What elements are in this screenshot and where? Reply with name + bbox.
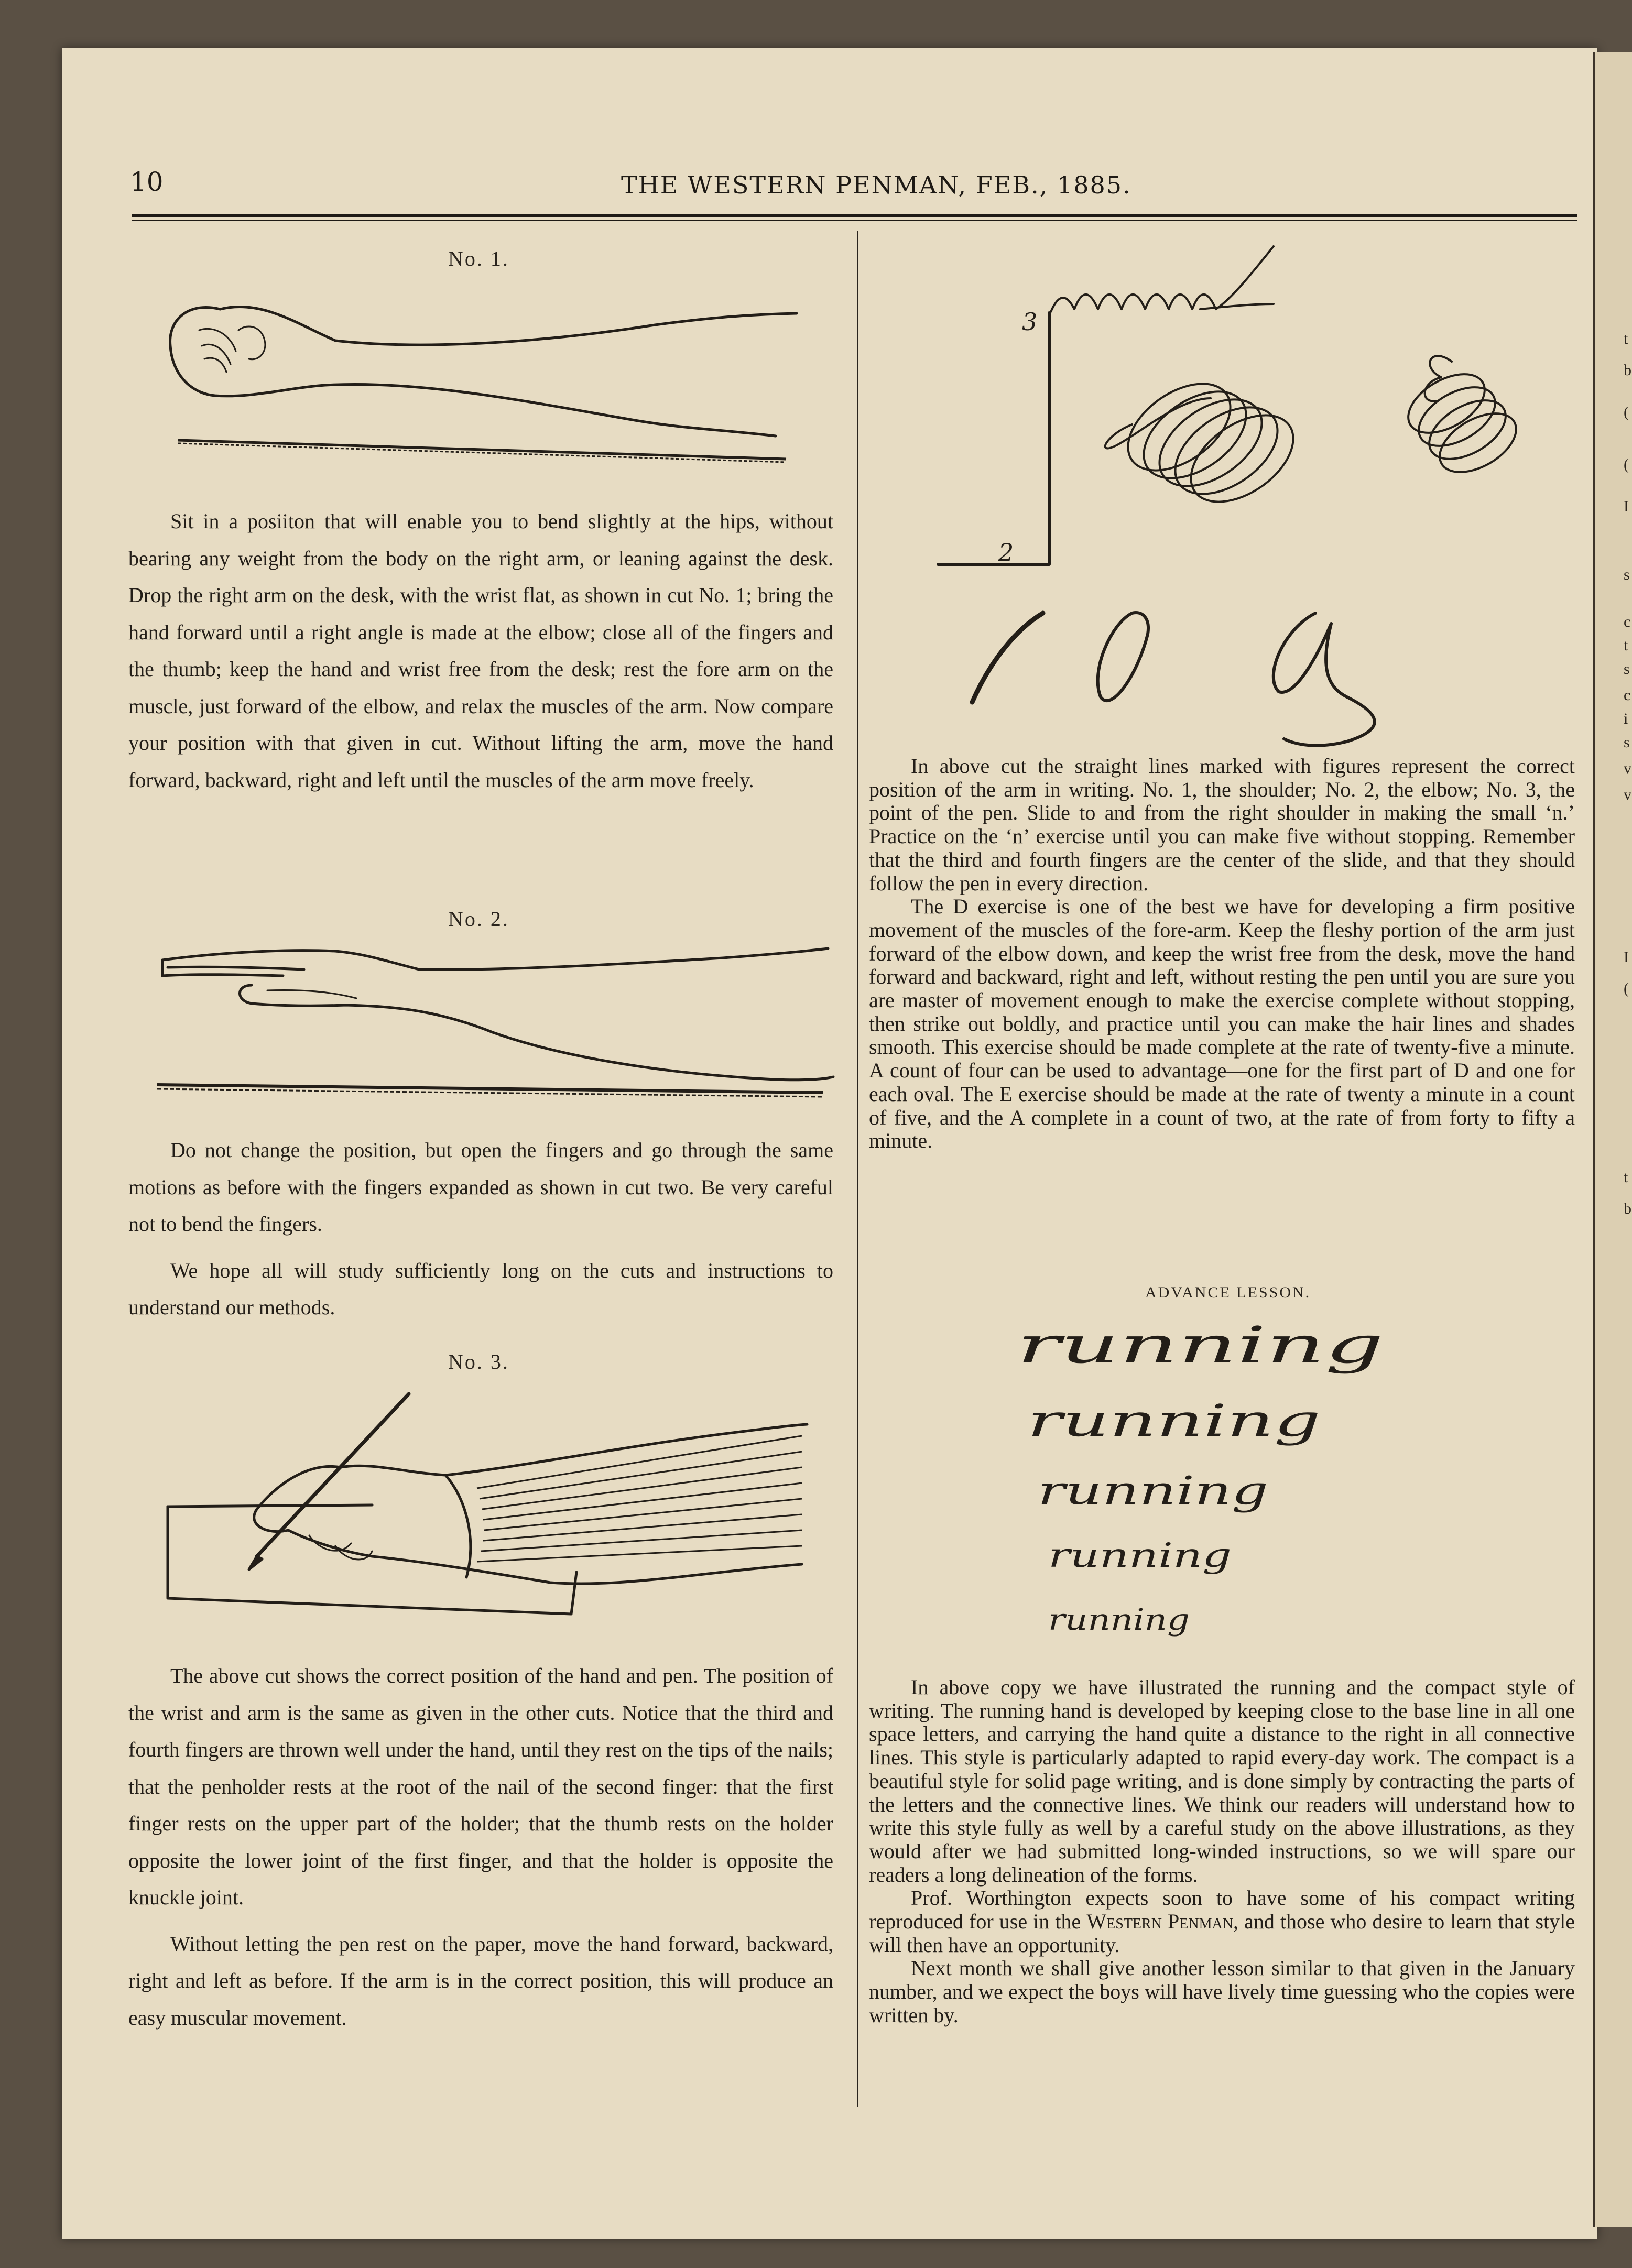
- hand-lower-outline: [254, 1466, 802, 1584]
- edge-letter: v: [1624, 786, 1631, 803]
- cut-3-caption: No. 3.: [448, 1350, 509, 1373]
- cut-2-arm-open-hand-illustration: [147, 933, 839, 1106]
- movement-exercise-illustration: [886, 225, 1593, 749]
- desk-edge-line: [157, 1085, 823, 1093]
- masthead-title: THE WESTERN PENMAN, FEB., 1885.: [621, 171, 1131, 199]
- advance-lesson-heading: ADVANCE LESSON.: [1145, 1284, 1311, 1301]
- script-word-2: running: [1027, 1395, 1321, 1446]
- page-number: 10: [130, 167, 164, 197]
- header-rule-thin: [132, 220, 1577, 221]
- edge-letter: c: [1624, 613, 1631, 630]
- straight-stroke: [972, 613, 1043, 702]
- cuff-outline: [445, 1475, 471, 1577]
- header-rule-thick: [132, 214, 1577, 217]
- left-paragraph-3: The above cut shows the correct position of the hand and pen. The position of the wrist and arm is the same as given in the other cuts. Notice that the third and fourth fingers are thrown well under the hand, until they rest on the tips of the nails; that the penholder rests at the root of the nail of the second finger: that the first finger rests on the upper part of the holder; that the thumb rests on the holder opposite the lower joint of the first finger, and that the holder is opposite the knuckle joint. Without letting the pen rest on the paper, move the hand forward, backward, right and left as before. If the arm is in the correct position, this will produce an easy muscular movement.: [128, 1664, 833, 2030]
- sleeve-upper-outline: [341, 1424, 807, 1475]
- left-paragraph-2: Do not change the position, but open the fingers and go through the same motions as before with the fingers expanded as shown in cut two. Be very careful not to bend the fingers. We hope all will study sufficiently long on the cuts and instructions to understand our methods.: [128, 1138, 833, 1319]
- right-paragraph-1: In above cut the straight lines marked with figures represent the correct position of the arm in writing. No. 1, the shoulder; No. 2, the elbow; No. 3, the point of the pen. Slide to and from the right shoulder in making the small ‘n.’ Practice on the ‘n’ exercise until you can make five without stopping. Remember that the third and fourth fingers are the center of the slide, and that they should follow the pen in every direction. The D exercise is one of the best we have for developing a firm positive movement of the muscles of the fore-arm. Keep the fleshy portion of the arm just forward of the elbow down, and keep the wrist free from the desk, move the hand forward and backward, right and left, without resting the pen until you are sure you are master of movement enough to make the exercise complete without stopping, then strike out boldly, and practice until you can make the hair lines and shades smooth. This exercise should be made complete at the rate of twenty-five a minute. A count of four can be used to advantage—one for the first part of D and one for each oval. The E exercise should be made at the rate of twenty a minute in a count of five, and the A complete in a count of two, at the rate of from forty to fifty a minute.: [869, 754, 1575, 1153]
- edge-letter: (: [1624, 404, 1629, 421]
- edge-letter: s: [1624, 734, 1630, 751]
- edge-letter: b: [1624, 1200, 1631, 1217]
- arm-upper-outline: [162, 948, 828, 969]
- cut-1-arm-fist-illustration: [157, 272, 828, 482]
- script-word-5: running: [1048, 1603, 1190, 1637]
- cut-3-hand-holding-pen-illustration: [152, 1383, 833, 1630]
- arm-upper-outline: [220, 307, 797, 345]
- edge-letter: c: [1624, 686, 1631, 704]
- edge-letter: (: [1624, 980, 1629, 997]
- script-word-4: running: [1048, 1536, 1232, 1575]
- script-word-1: running: [1017, 1316, 1384, 1375]
- edge-letter: I: [1624, 948, 1629, 966]
- edge-letter: s: [1624, 566, 1630, 583]
- script-word-3: running: [1038, 1468, 1268, 1513]
- right-paragraph-2: In above copy we have illustrated the running and the compact style of writing. The running hand is developed by keeping close to the base line in all one space letters, and carrying the hand quite a distance to the right in all connective lines. This style is particularly adapted to rapid every-day work. The compact is a beautiful style for solid page writing, and is done simply by contracting the parts of the letters and the connective lines. We think our readers will understand how to write this style fully as well by a careful study on the above illustrations, as they would after we had submitted long-winded instructions, so we will spare our readers a long delineation of the forms. Prof. Worthington expects soon to have some of his compact writing reproduced for use in the Western Penman, and those who desire to learn that style will then have an opportunity. Next month we shall give another lesson similar to that given in the January number, and we expect the boys will have lively time guessing who the copies were written by.: [869, 1675, 1575, 2027]
- cut-1-caption: No. 1.: [448, 247, 509, 270]
- journal-name: Western Penman: [1086, 1910, 1233, 1934]
- arm-lower-outline: [170, 307, 776, 436]
- edge-letter: b: [1624, 362, 1631, 379]
- edge-letter: t: [1624, 330, 1628, 347]
- desk-edge-line: [178, 440, 786, 459]
- arm-position-lines: [938, 313, 1049, 564]
- n-exercise: [1051, 246, 1274, 312]
- column-divider: [857, 231, 858, 2107]
- edge-letter: s: [1624, 660, 1630, 678]
- edge-letter: i: [1624, 710, 1628, 727]
- arm-lower-outline: [240, 985, 834, 1080]
- edge-letter: (: [1624, 456, 1629, 473]
- edge-letter: t: [1624, 1169, 1628, 1186]
- running-script-specimens: [996, 1305, 1467, 1672]
- edge-letter: t: [1624, 637, 1628, 654]
- worthington-paragraph: Prof. Worthington expects soon to have some of his compact writing reproduced for use in the Western Penman, and those who desire to learn that style will then have an opportunity.: [869, 1886, 1575, 1957]
- edge-letter: v: [1624, 760, 1631, 777]
- o-stroke: [1098, 613, 1148, 701]
- left-paragraph-1: Sit in a posiiton that will enable you to bend slightly at the hips, without bearing any weight from the body on the right arm, or leaning against the desk. Drop the right arm on the desk, with the wrist flat, as shown in cut No. 1; bring the hand forward until a right angle is made at the elbow; close all of the fingers and the thumb; keep the hand and wrist free from the desk; rest the fore arm on the muscle, just forward of the elbow, and relax the muscles of the arm. Now compare your position with that given in cut. Without lifting the arm, move the hand forward, backward, right and left until the muscles of the arm move freely.: [128, 509, 833, 792]
- figure-label-3: 3: [1022, 308, 1038, 336]
- figure-label-2: 2: [998, 538, 1014, 566]
- a-stroke: [1274, 613, 1375, 746]
- cut-2-caption: No. 2.: [448, 907, 509, 931]
- edge-letter: I: [1624, 498, 1629, 515]
